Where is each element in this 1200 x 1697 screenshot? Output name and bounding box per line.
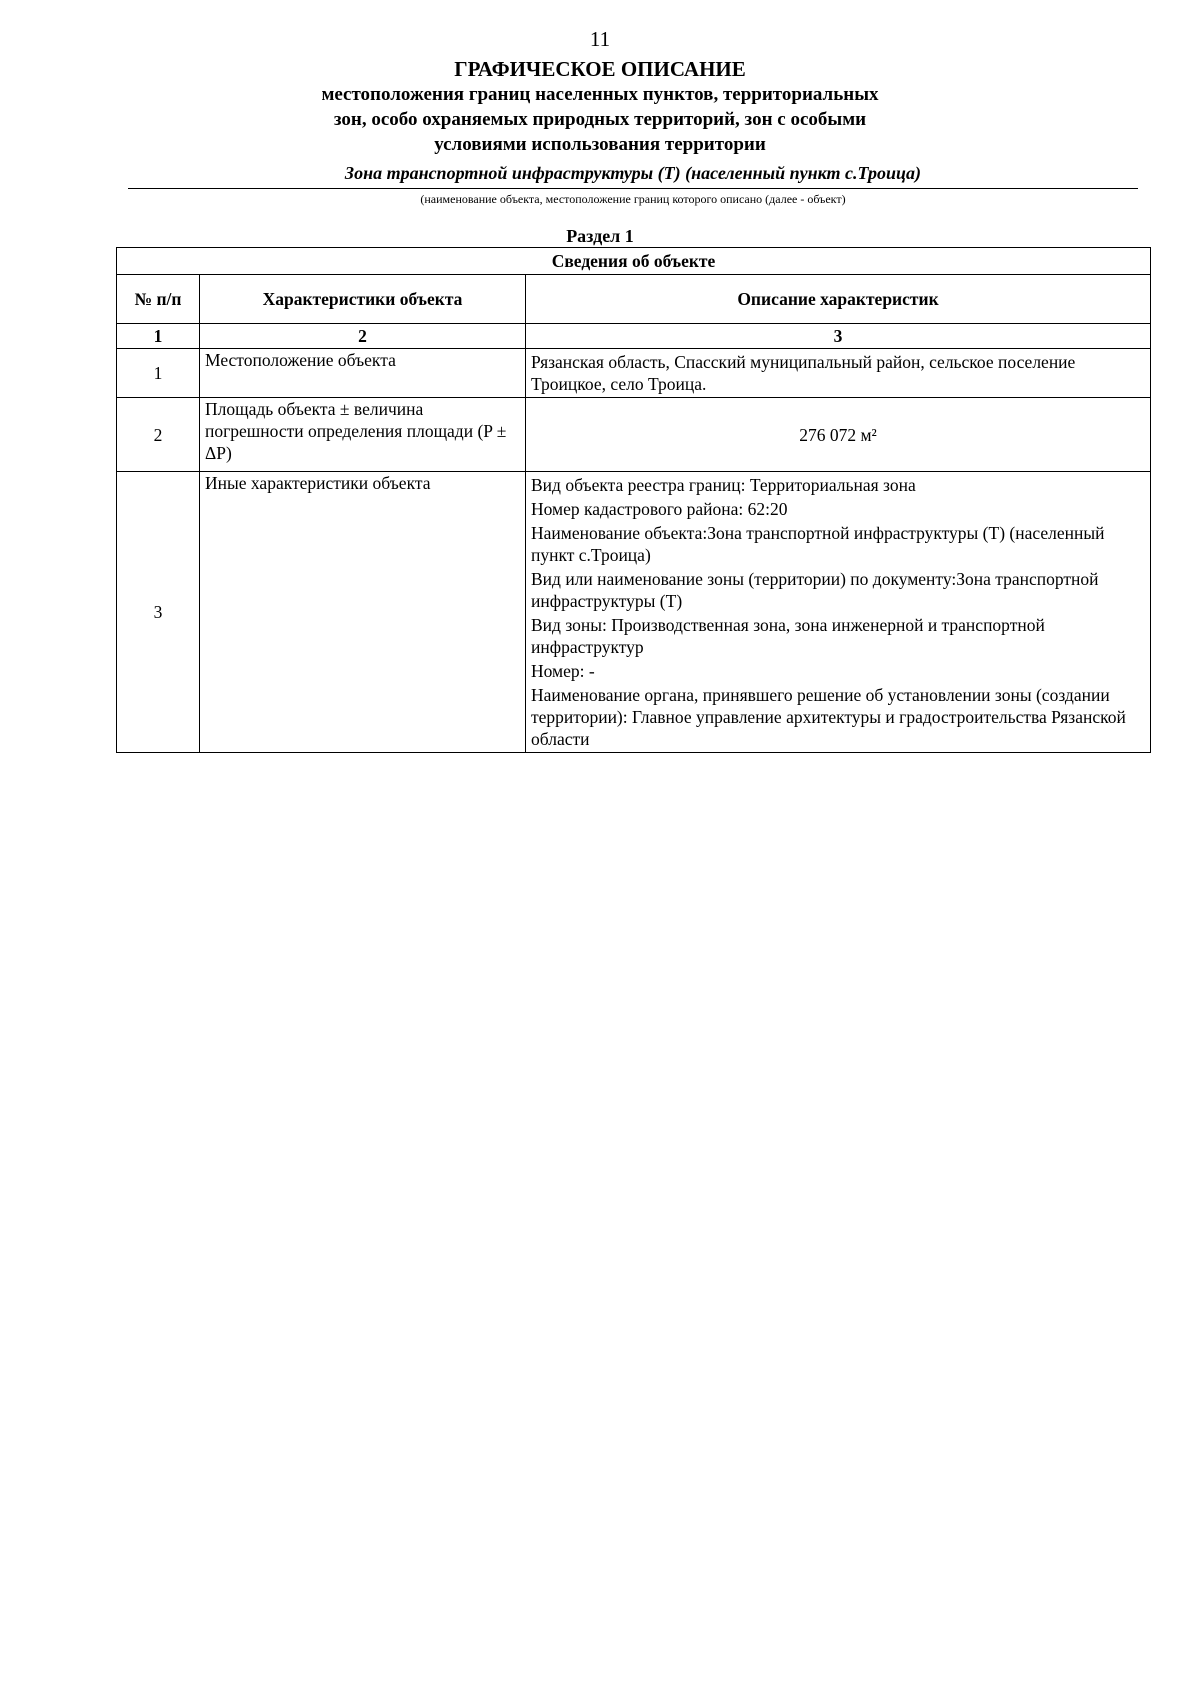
object-info-table bbox=[116, 247, 1151, 753]
description-line: Вид зоны: Производственная зона, зона инженерной и транспортной инфраструктур bbox=[531, 615, 1045, 657]
subtitle-line: местоположения границ населенных пунктов, территориальных bbox=[321, 84, 879, 105]
subtitle-line: условиями использования территории bbox=[434, 134, 766, 155]
table-row bbox=[117, 398, 1151, 472]
table-row bbox=[117, 472, 1151, 753]
row-number: 1 bbox=[117, 349, 200, 398]
row-characteristic: Иные характеристики объекта bbox=[200, 472, 526, 753]
row-description bbox=[526, 398, 1151, 472]
column-number: 1 bbox=[117, 324, 200, 349]
subtitle-line: зон, особо охраняемых природных территорий, зон с особыми bbox=[333, 109, 867, 130]
description-line: Наименование объекта:Зона транспортной инфраструктуры (Т) (населенный пункт с.Троица) bbox=[531, 523, 1105, 565]
row-description bbox=[526, 472, 1151, 753]
row-description bbox=[526, 349, 1151, 398]
document-subtitle bbox=[240, 82, 960, 157]
table-row bbox=[117, 349, 1151, 398]
document-header bbox=[0, 57, 1200, 157]
column-number: 2 bbox=[200, 324, 526, 349]
page-number: 11 bbox=[589, 27, 611, 51]
description-line: Номер: - bbox=[531, 661, 595, 681]
table-header-row bbox=[117, 275, 1151, 324]
row-number: 2 bbox=[117, 398, 200, 472]
document-title: ГРАФИЧЕСКОЕ ОПИСАНИЕ bbox=[454, 57, 746, 81]
object-name: Зона транспортной инфраструктуры (Т) (населенный пункт с.Троица) bbox=[344, 163, 922, 183]
description-line: 276 072 м² bbox=[799, 424, 877, 445]
table-caption-row bbox=[117, 248, 1151, 275]
description-line: Вид или наименование зоны (территории) по документу:Зона транспортной инфраструктуры (Т) bbox=[531, 569, 1099, 611]
description-line: Рязанская область, Спасский муниципальный район, сельское поселение Троицкое, село Троица. bbox=[531, 352, 1076, 394]
row-number: 3 bbox=[117, 472, 200, 753]
header-characteristic: Характеристики объекта bbox=[200, 275, 526, 324]
header-description: Описание характеристик bbox=[526, 275, 1151, 324]
description-line: Наименование органа, принявшего решение об установлении зоны (создании территории): Главное управление архитектуры и градостроительства Рязанской области bbox=[531, 685, 1126, 749]
object-caption: (наименование объекта, местоположение границ которого описано (далее - объект) bbox=[420, 192, 846, 206]
column-number: 3 bbox=[526, 324, 1151, 349]
object-underline bbox=[128, 188, 1138, 189]
header-num bbox=[117, 275, 200, 324]
table-caption: Сведения об объекте bbox=[117, 248, 1151, 275]
section-title: Раздел 1 bbox=[566, 226, 634, 246]
row-characteristic: Площадь объекта ± величина погрешности определения площади (P ± ΔP) bbox=[200, 398, 526, 472]
column-number-row bbox=[117, 324, 1151, 349]
row-characteristic: Местоположение объекта bbox=[200, 349, 526, 398]
header-num-label: № п/п bbox=[134, 289, 182, 309]
description-line: Номер кадастрового района: 62:20 bbox=[531, 499, 788, 519]
description-line: Вид объекта реестра границ: Территориальная зона bbox=[531, 475, 916, 495]
